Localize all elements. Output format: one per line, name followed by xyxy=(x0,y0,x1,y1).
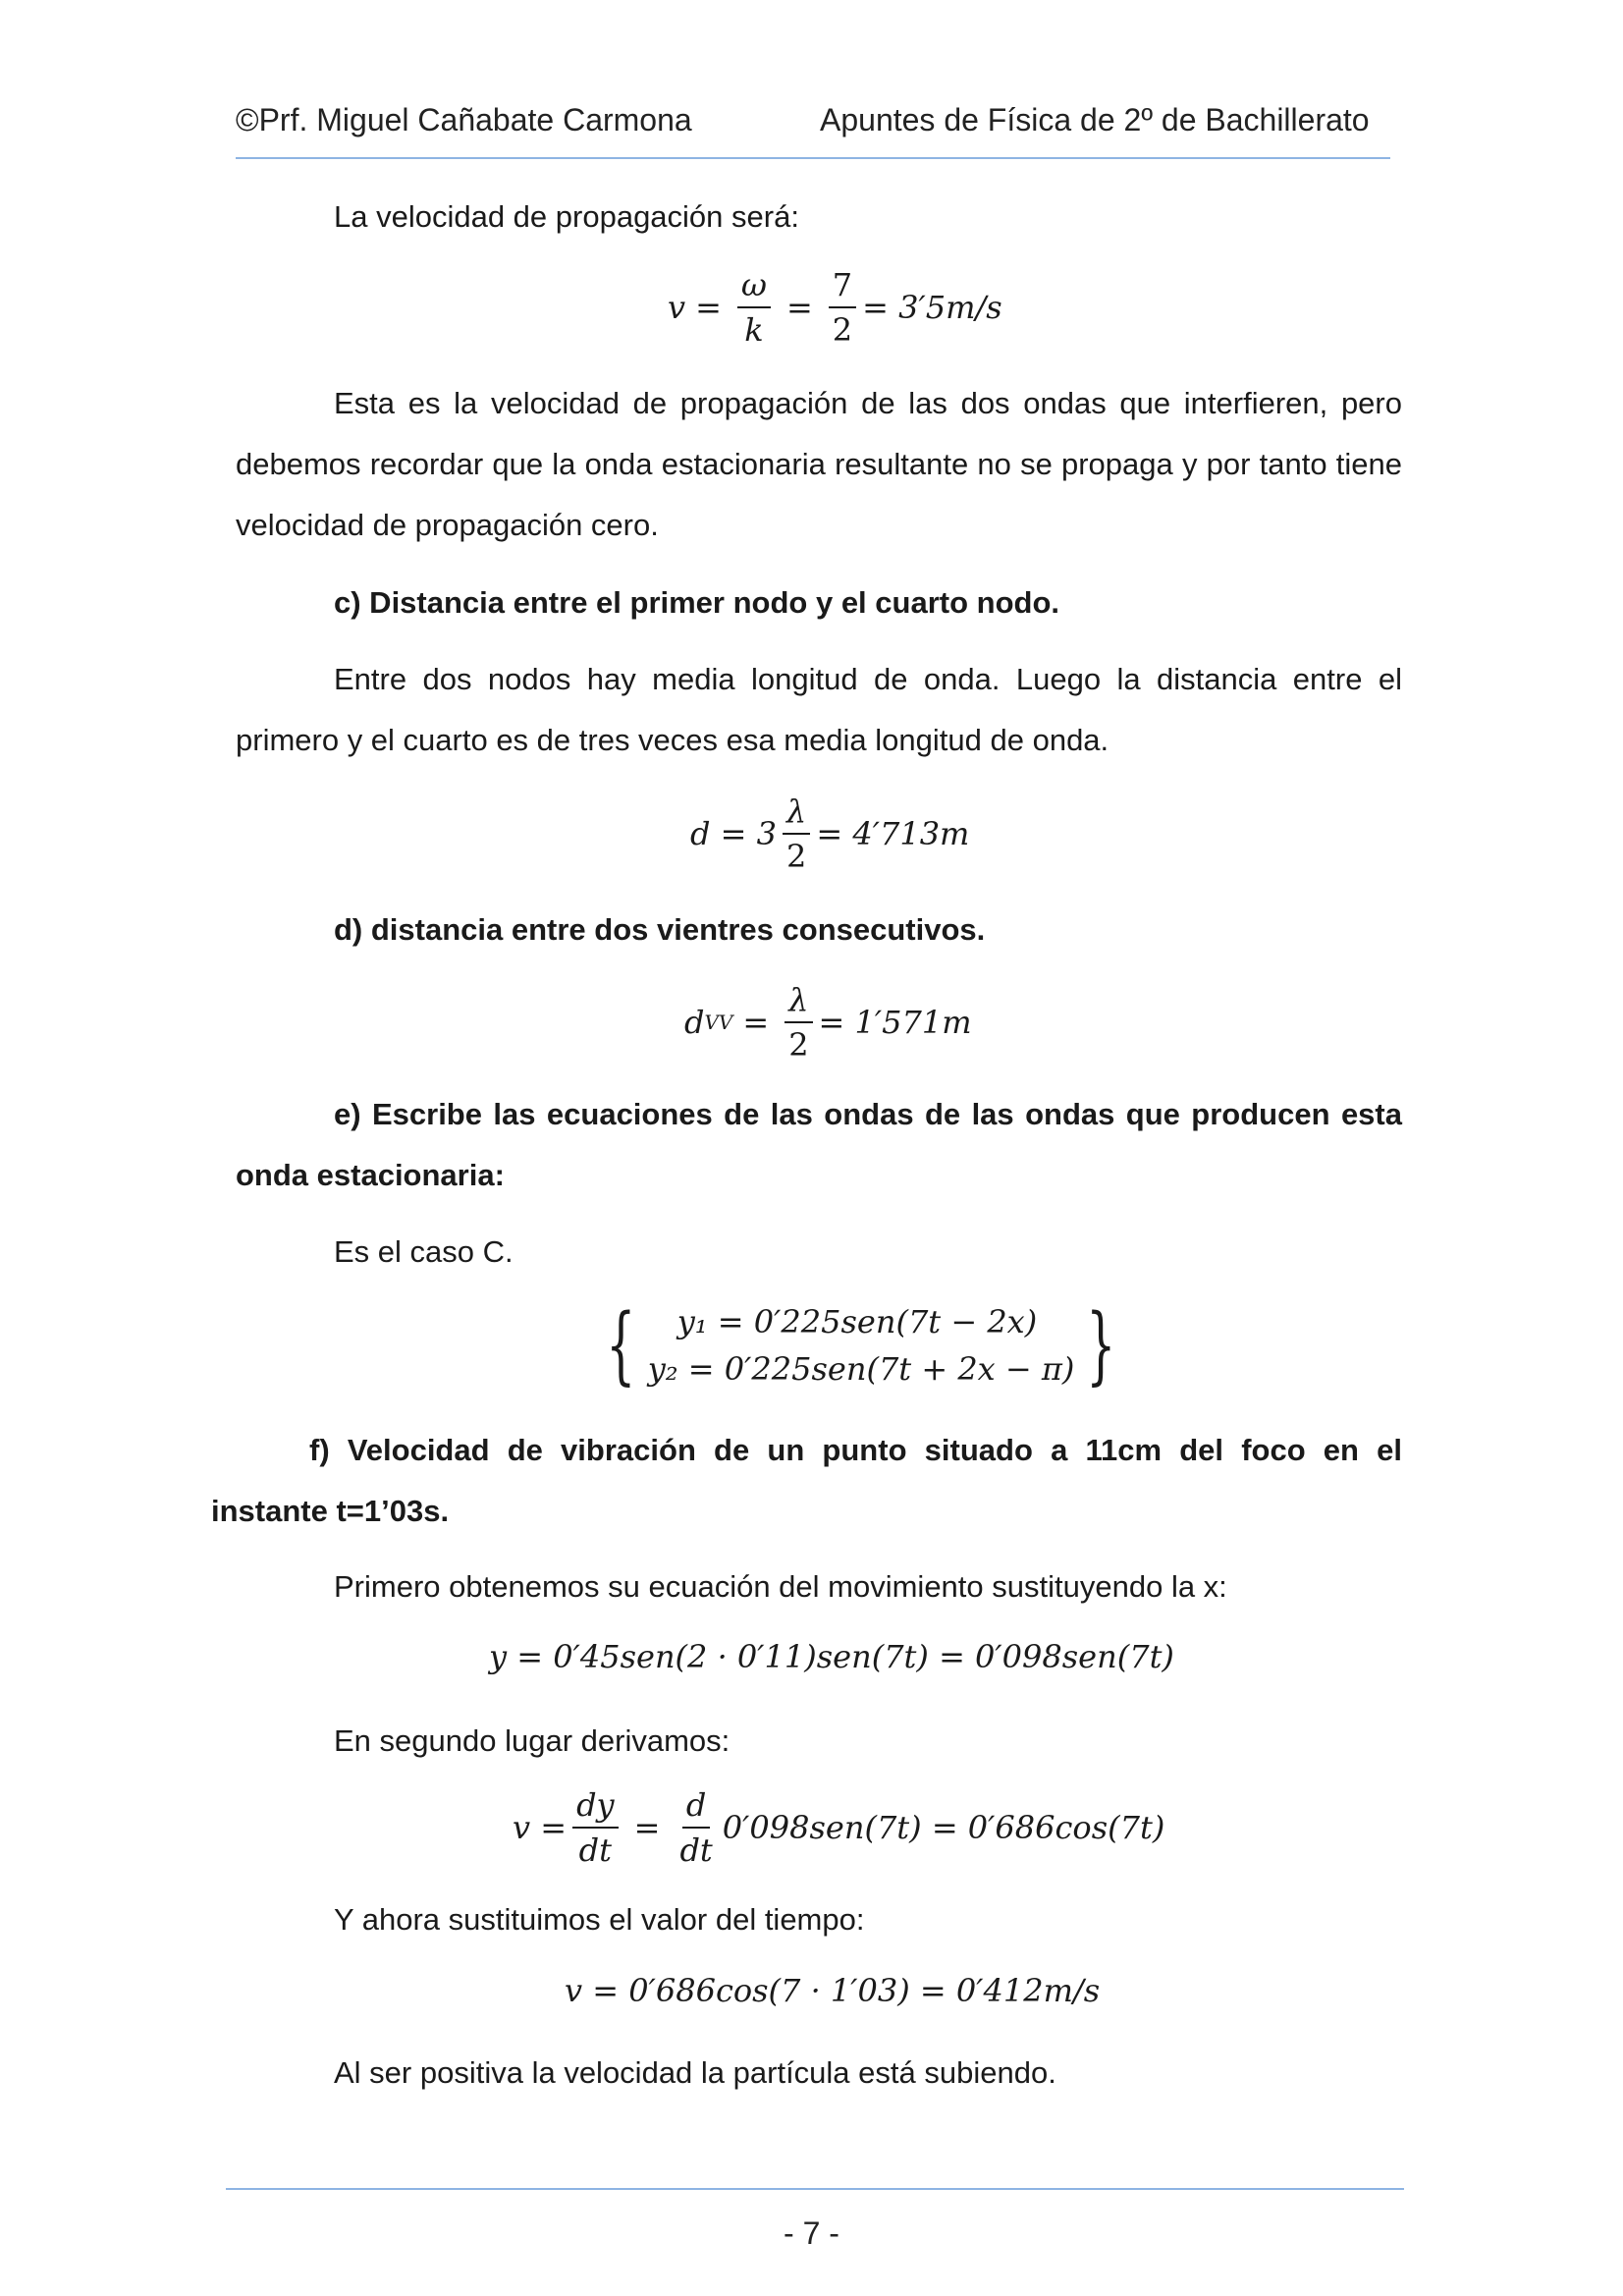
section-f-title: f) Velocidad de vibración de un punto situado a 11cm del foco en el instante t=1’03s. xyxy=(211,1433,1402,1528)
frac-num: dy xyxy=(572,1787,619,1829)
eq-d-lhs: d = 3 xyxy=(690,815,777,852)
frac-num: λ xyxy=(783,793,810,835)
frac-den: 2 xyxy=(786,838,807,875)
paragraph-ahora: Y ahora sustituimos el valor del tiempo: xyxy=(334,1902,865,1937)
eq-dvv-lhs: d xyxy=(684,1004,705,1041)
page-number: - 7 - xyxy=(784,2215,839,2251)
eq-v-lhs: v xyxy=(668,289,686,326)
paragraph-segundo: En segundo lugar derivamos: xyxy=(334,1723,730,1758)
equals-sign: = xyxy=(695,289,722,326)
eq-deriv-rest: 0′098sen(7t) = 0′686cos(7t) xyxy=(722,1809,1165,1846)
frac-den: k xyxy=(744,311,764,349)
frac-den: 2 xyxy=(788,1026,809,1064)
right-brace: } xyxy=(1086,1296,1116,1394)
fraction-dy-dt xyxy=(572,1787,619,1868)
equation-derivative xyxy=(513,1787,1164,1868)
equation-velocity xyxy=(668,267,1002,348)
frac-den: dt xyxy=(578,1831,613,1869)
system-lines xyxy=(648,1298,1075,1393)
left-brace: { xyxy=(606,1296,636,1394)
eq-dvv-sub: VV xyxy=(704,1011,733,1034)
equals-sign: = xyxy=(633,1809,661,1846)
system-line-2: y₂ = 0′225sen(7t + 2x − π) xyxy=(647,1350,1075,1388)
equation-dvv xyxy=(684,982,972,1063)
frac-num: d xyxy=(682,1787,710,1829)
paragraph-velocidad: La velocidad de propagación será: xyxy=(334,199,799,234)
paragraph-entre: Entre dos nodos hay media longitud de onda. Luego la distancia entre el primero y el cuarto es de tres veces esa media longitud de onda. xyxy=(236,662,1402,757)
eq-y-text: y = 0′45sen(2 · 0′11)sen(7t) = 0′098sen(7t) xyxy=(489,1638,1174,1675)
fraction-lambda-2 xyxy=(783,793,810,874)
eq-d-result: = 4′713m xyxy=(816,815,970,852)
equation-y xyxy=(489,1638,1174,1675)
paragraph-final: Al ser positiva la velocidad la partícula está subiendo. xyxy=(334,2055,1056,2090)
frac-den: dt xyxy=(679,1831,713,1869)
section-e-title: e) Escribe las ecuaciones de las ondas de las ondas que producen esta onda estacionaria: xyxy=(236,1097,1402,1192)
eq-v-result: = 3′5m/s xyxy=(862,289,1002,326)
paragraph-caso: Es el caso C. xyxy=(334,1234,514,1269)
frac-num: λ xyxy=(784,982,812,1023)
fraction-omega-k xyxy=(737,267,771,348)
eq-dvv-result: = 1′571m xyxy=(818,1004,972,1041)
equals-sign: = xyxy=(785,289,813,326)
equation-vt xyxy=(565,1972,1100,2009)
frac-num: 7 xyxy=(829,267,856,308)
paragraph-primero: Primero obtenemos su ecuación del movimiento sustituyendo la x: xyxy=(334,1569,1227,1604)
frac-num: ω xyxy=(737,267,771,308)
header-course: Apuntes de Física de 2º de Bachillerato xyxy=(820,102,1370,137)
eq-deriv-lhs: v = xyxy=(513,1809,568,1846)
section-c-title: c) Distancia entre el primer nodo y el cuarto nodo. xyxy=(334,585,1059,620)
frac-den: 2 xyxy=(832,311,853,349)
eq-vt-text: v = 0′686cos(7 · 1′03) = 0′412m/s xyxy=(565,1972,1101,2009)
paragraph-esta: Esta es la velocidad de propagación de las dos ondas que interfieren, pero debemos recordar que la onda estacionaria resultante no se propaga y por tanto tiene velocidad de propagación cero. xyxy=(236,386,1402,542)
system-of-equations xyxy=(594,1298,1128,1393)
fraction-7-2 xyxy=(829,267,856,348)
equation-system xyxy=(594,1298,1128,1393)
equals-sign: = xyxy=(742,1004,770,1041)
section-d-title: d) distancia entre dos vientres consecutivos. xyxy=(334,912,986,947)
header-rule xyxy=(236,157,1390,159)
fraction-d-dt xyxy=(676,1787,716,1868)
system-line-1: y₁ = 0′225sen(7t − 2x) xyxy=(676,1303,1038,1340)
fraction-lambda-2 xyxy=(784,982,812,1063)
equation-distance xyxy=(690,793,969,874)
header-author: ©Prf. Miguel Cañabate Carmona xyxy=(236,102,692,137)
footer-rule xyxy=(226,2188,1404,2190)
